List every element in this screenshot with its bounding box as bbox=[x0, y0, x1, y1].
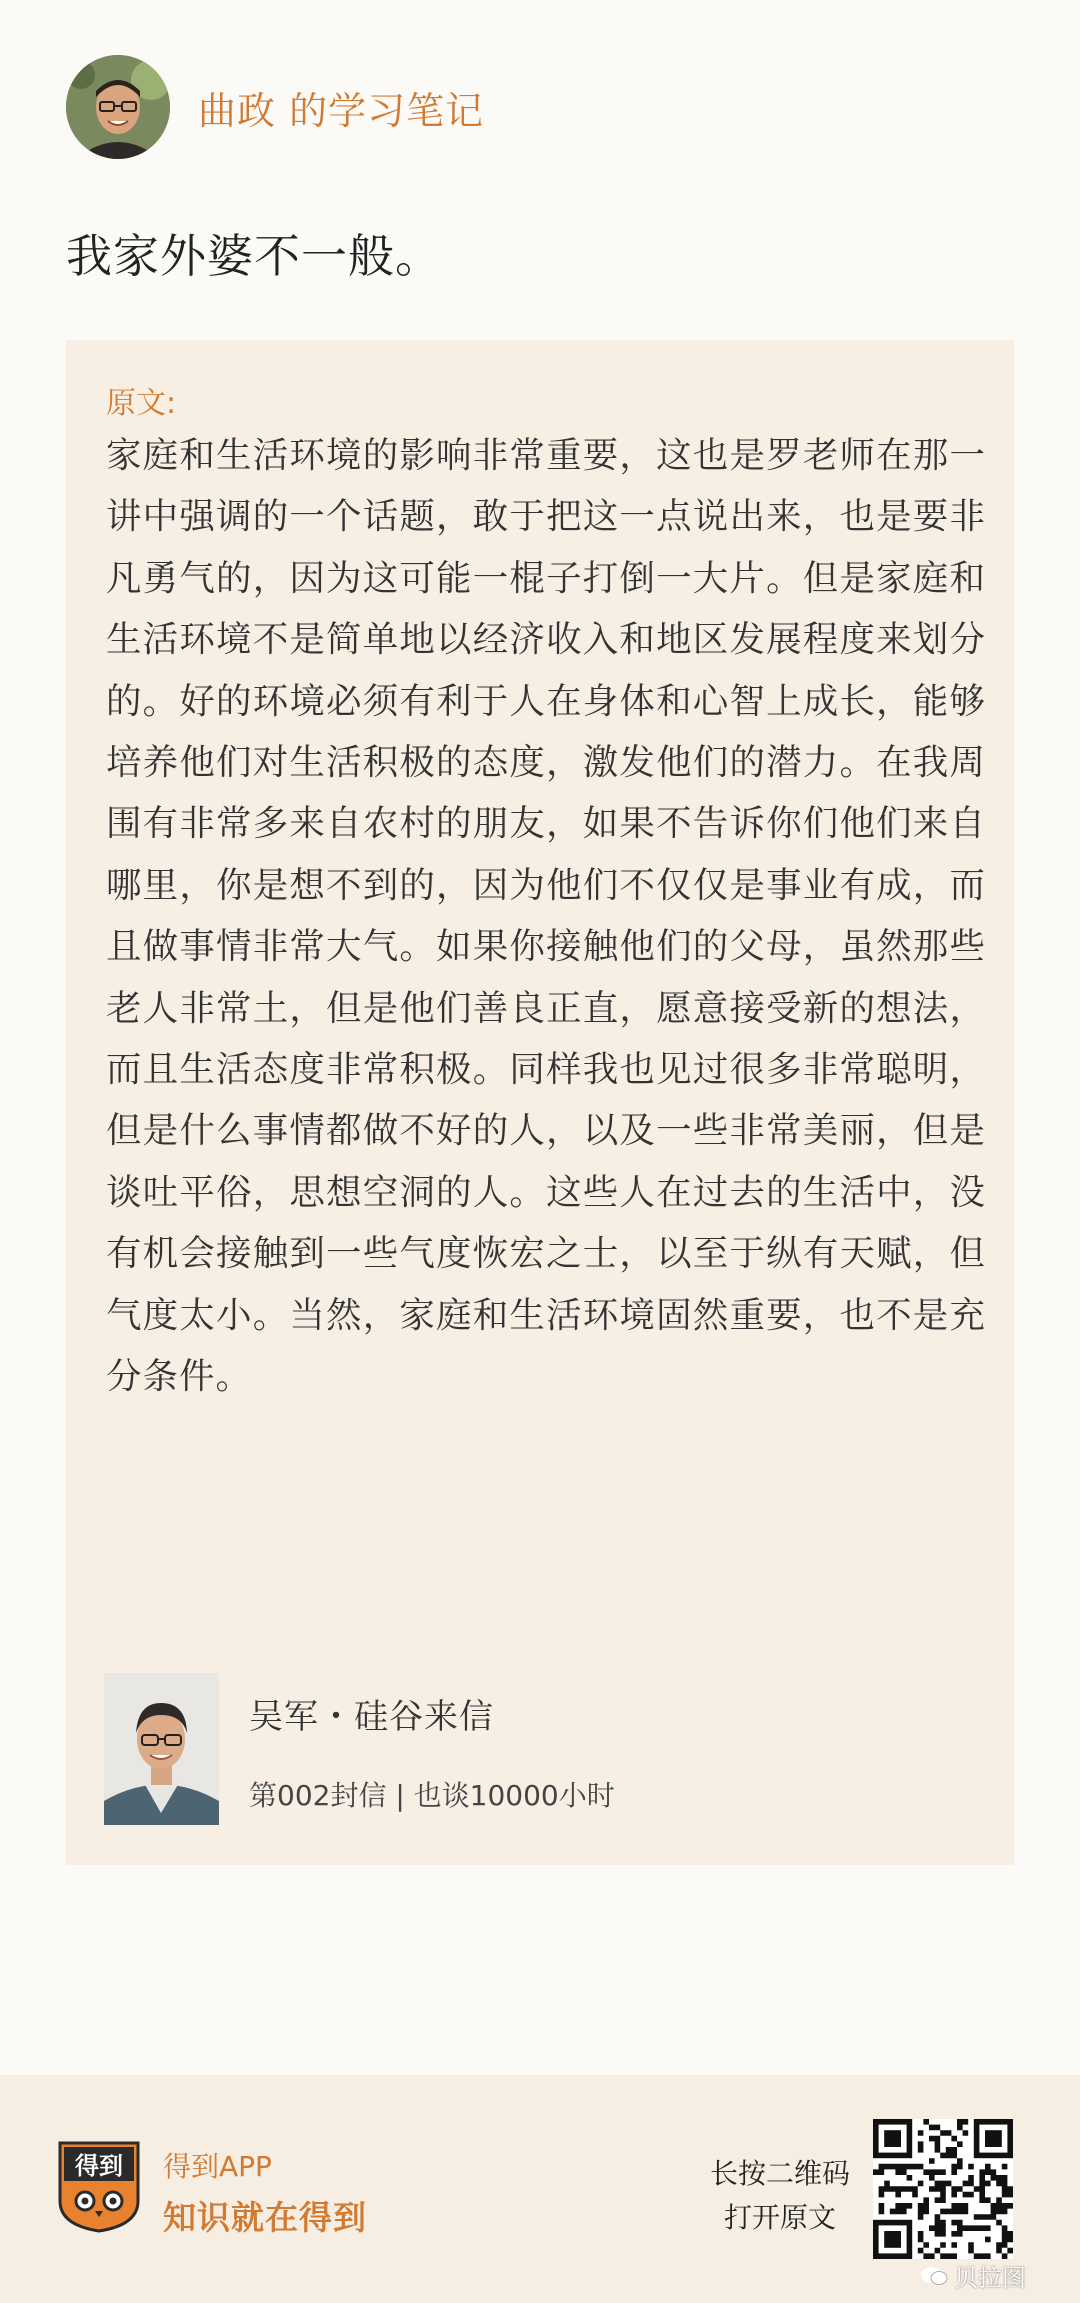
logo-text: 得到 bbox=[75, 2152, 123, 2180]
note-title: 我家外婆不一般。 bbox=[66, 229, 442, 283]
quote-text: 家庭和生活环境的影响非常重要，这也是罗老师在那一讲中强调的一个话题，敢于把这一点说出来，也是要非凡勇气的，因为这可能一棍子打倒一大片。但是家庭和生活环境不是简单地以经济收入和地区发展程度来划分的。好的环境必须有利于人在身体和心智上成长，能够培养他们对生活积极的态度，激发他们的潜力。在我周围有非常多来自农村的朋友，如果不告诉你们他们来自哪里，你是想不到的，因为他们不仅仅是事业有成，而且做事情非常大气。如果你接触他们的父母，虽然那些老人非常土，但是他们善良正直，愿意接受新的想法，而且生活态度非常积极。同样我也见过很多非常聪明，但是什么事情都做不好的人，以及一些非常美丽，但是谈吐平俗，思想空洞的人。这些人在过去的生活中，没有机会接触到一些气度恢宏之士，以至于纵有天赋，但气度太小。当然，家庭和生活环境固然重要，也不是充分条件。 bbox=[106, 435, 986, 1398]
book-title: 吴军・硅谷来信 bbox=[249, 1697, 494, 1737]
note-header bbox=[66, 55, 484, 159]
app-name: 得到APP bbox=[163, 2150, 272, 2183]
app-slogan: 知识就在得到 bbox=[163, 2198, 367, 2237]
qr-code[interactable] bbox=[873, 2119, 1013, 2259]
quote-label: 原文: bbox=[106, 386, 177, 421]
author-name[interactable]: 曲政 的学习笔记 bbox=[198, 88, 485, 133]
quote-card bbox=[66, 340, 1014, 1865]
dedao-logo-icon bbox=[58, 2141, 140, 2233]
app-footer bbox=[0, 2075, 1080, 2303]
qr-hint bbox=[710, 2152, 850, 2240]
wechat-icon bbox=[920, 2265, 948, 2287]
book-chapter: 第002封信 | 也谈10000小时 bbox=[249, 1779, 615, 1812]
author-avatar-image bbox=[66, 55, 170, 159]
watermark bbox=[920, 2258, 1026, 2293]
qr-hint-line1: 长按二维码 bbox=[709, 2157, 850, 2190]
source-book[interactable] bbox=[104, 1673, 615, 1825]
qr-code-image bbox=[873, 2119, 1013, 2259]
watermark-text: 贝拉图 bbox=[954, 2264, 1026, 2292]
book-cover-image bbox=[104, 1673, 219, 1825]
book-info bbox=[249, 1673, 615, 1814]
book-cover-portrait bbox=[104, 1673, 219, 1825]
author-avatar[interactable] bbox=[66, 55, 170, 159]
qr-hint-line2: 打开原文 bbox=[723, 2201, 836, 2234]
